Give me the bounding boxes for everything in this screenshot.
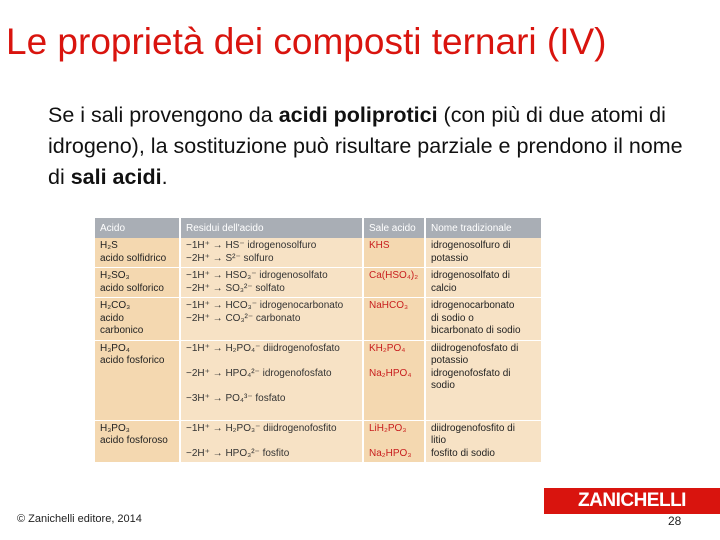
- table-cell-acid: H₃PO₄ acido fosforico: [95, 340, 180, 420]
- table-cell-name: idrogenosolfuro di potassio: [425, 238, 542, 268]
- body-term-sali-acidi: sali acidi: [70, 165, 162, 189]
- table-cell-name: diidrogenofosfato di potassio idrogenofosfato di sodio: [425, 340, 542, 420]
- table-header-cell: Acido: [95, 218, 180, 238]
- table-cell-residues: −1H⁺ → H₂PO₄⁻ diidrogenofosfato −2H⁺ → HPO₄²⁻ idrogenofosfato −3H⁺ → PO₄³⁻ fosfato: [180, 340, 363, 420]
- table-cell-salt: NaHCO₃: [363, 298, 425, 341]
- table-cell-acid: H₂CO₃ acido carbonico: [95, 298, 180, 341]
- table-row: [95, 268, 542, 298]
- table-cell-name: diidrogenofosfito di litio fosfito di sodio: [425, 420, 542, 463]
- table-header-cell: Sale acido: [363, 218, 425, 238]
- table-row: [95, 298, 542, 341]
- table-cell-residues: −1H⁺ → HSO₃⁻ idrogenosolfato −2H⁺ → SO₃²⁻ solfato: [180, 268, 363, 298]
- table-cell-salt: KHS: [363, 238, 425, 268]
- table-cell-residues: −1H⁺ → HCO₃⁻ idrogenocarbonato −2H⁺ → CO₃²⁻ carbonato: [180, 298, 363, 341]
- table-row: [95, 420, 542, 463]
- table-cell-name: idrogenocarbonato di sodio o bicarbonato di sodio: [425, 298, 542, 341]
- table-cell-acid: H₃PO₃ acido fosforoso: [95, 420, 180, 463]
- salts-table: [95, 218, 543, 463]
- slide-body-text: [48, 100, 688, 193]
- table-header-cell: Nome tradizionale: [425, 218, 542, 238]
- body-term-acidi-poliprotici: acidi poliprotici: [278, 103, 438, 127]
- table-row: [95, 340, 542, 420]
- table-cell-acid: H₂S acido solfidrico: [95, 238, 180, 268]
- copyright-footer: © Zanichelli editore, 2014: [17, 513, 142, 525]
- table-cell-name: idrogenosolfato di calcio: [425, 268, 542, 298]
- table-cell-salt: KH₂PO₄ Na₂HPO₄: [363, 340, 425, 420]
- body-text-part: (con più di due atomi di idrogeno), la sostituzione può risultare parziale e prendono il nome di: [48, 103, 683, 189]
- body-text-part: .: [161, 165, 168, 189]
- table-cell-salt: LiH₂PO₃ Na₂HPO₃: [363, 420, 425, 463]
- table-cell-acid: H₂SO₃ acido solforico: [95, 268, 180, 298]
- table-row: [95, 238, 542, 268]
- table-cell-salt: Ca(HSO₄)₂: [363, 268, 425, 298]
- table-cell-residues: −1H⁺ → HS⁻ idrogenosolfuro −2H⁺ → S²⁻ solfuro: [180, 238, 363, 268]
- zanichelli-logo: ZANICHELLI: [544, 488, 720, 514]
- page-number: 28: [668, 514, 682, 528]
- table-cell-residues: −1H⁺ → H₂PO₃⁻ diidrogenofosfito −2H⁺ → HPO₃²⁻ fosfito: [180, 420, 363, 463]
- slide-title: Le proprietà dei composti ternari (IV): [6, 21, 607, 62]
- table-header-cell: Residui dell'acido: [180, 218, 363, 238]
- table-header-row: [95, 218, 542, 238]
- body-text-part: Se i sali provengono da: [48, 103, 279, 127]
